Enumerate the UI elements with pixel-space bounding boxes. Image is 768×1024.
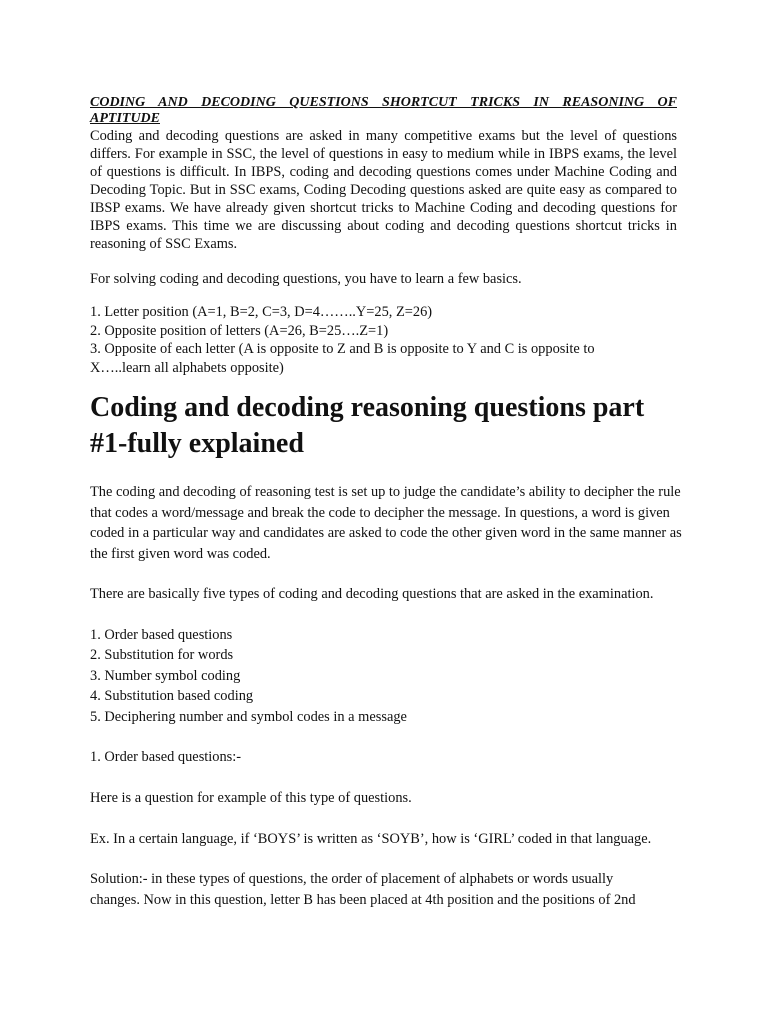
list-item: 5. Deciphering number and symbol codes in a message — [90, 708, 407, 725]
document-heading-continuation: APTITUDE — [90, 111, 160, 126]
basics-list — [90, 303, 630, 377]
document-heading: CODING AND DECODING QUESTIONS SHORTCUT TRICKS IN REASONING OF — [90, 95, 677, 110]
section-title: Coding and decoding reasoning questions part #1-fully explained — [90, 392, 645, 459]
example-question: Ex. In a certain language, if ‘BOYS’ is written as ‘SOYB’, how is ‘GIRL’ coded in that language. — [90, 830, 652, 847]
types-list — [90, 625, 677, 728]
list-item: 2. Substitution for words — [90, 647, 234, 664]
solution-paragraph: Solution:- in these types of questions, the order of placement of alphabets or words usually changes. Now in this question, letter B has been placed at 4th position and the positions of 2nd — [90, 871, 636, 908]
list-item: 3. Number symbol coding — [90, 667, 241, 684]
example-intro: Here is a question for example of this type of questions. — [90, 790, 412, 807]
basics-intro: For solving coding and decoding questions, you have to learn a few basics. — [90, 271, 522, 287]
list-item: 2. Opposite position of letters (A=26, B=25….Z=1) — [90, 322, 389, 339]
list-item: 1. Order based questions — [90, 626, 233, 643]
types-intro: There are basically five types of coding and decoding questions that are asked in the examination. — [90, 586, 654, 603]
list-item: 3. Opposite of each letter (A is opposite to Z and B is opposite to Y and C is opposite to X…..learn all alphabets opposite) — [90, 341, 595, 376]
section-intro: The coding and decoding of reasoning test is set up to judge the candidate’s ability to decipher the rule that codes a word/message and break the code to decipher the message. In questions, a word is given coded in a particular way and candidates are asked to code the other given word in the same manner as the first given word was coded. — [90, 484, 682, 562]
intro-paragraph: Coding and decoding questions are asked in many competitive exams but the level of questions differs. For example in SSC, the level of questions in easy to medium while in IBPS exams, the level of questions is difficult. In IBPS, coding and decoding questions comes under Machine Coding and Decoding Topic. But in SSC exams, Coding Decoding questions asked are quite easy as compared to IBSP exams. We have already given shortcut tricks to Machine Coding and decoding questions for IBPS exams. This time we are discussing about coding and decoding questions shortcut tricks in reasoning of SSC Exams. — [90, 128, 677, 252]
document-page — [90, 94, 682, 910]
list-item: 1. Letter position (A=1, B=2, C=3, D=4……..Y=25, Z=26) — [90, 304, 433, 320]
list-item: 4. Substitution based coding — [90, 688, 254, 705]
order-based-heading: 1. Order based questions:- — [90, 749, 242, 766]
